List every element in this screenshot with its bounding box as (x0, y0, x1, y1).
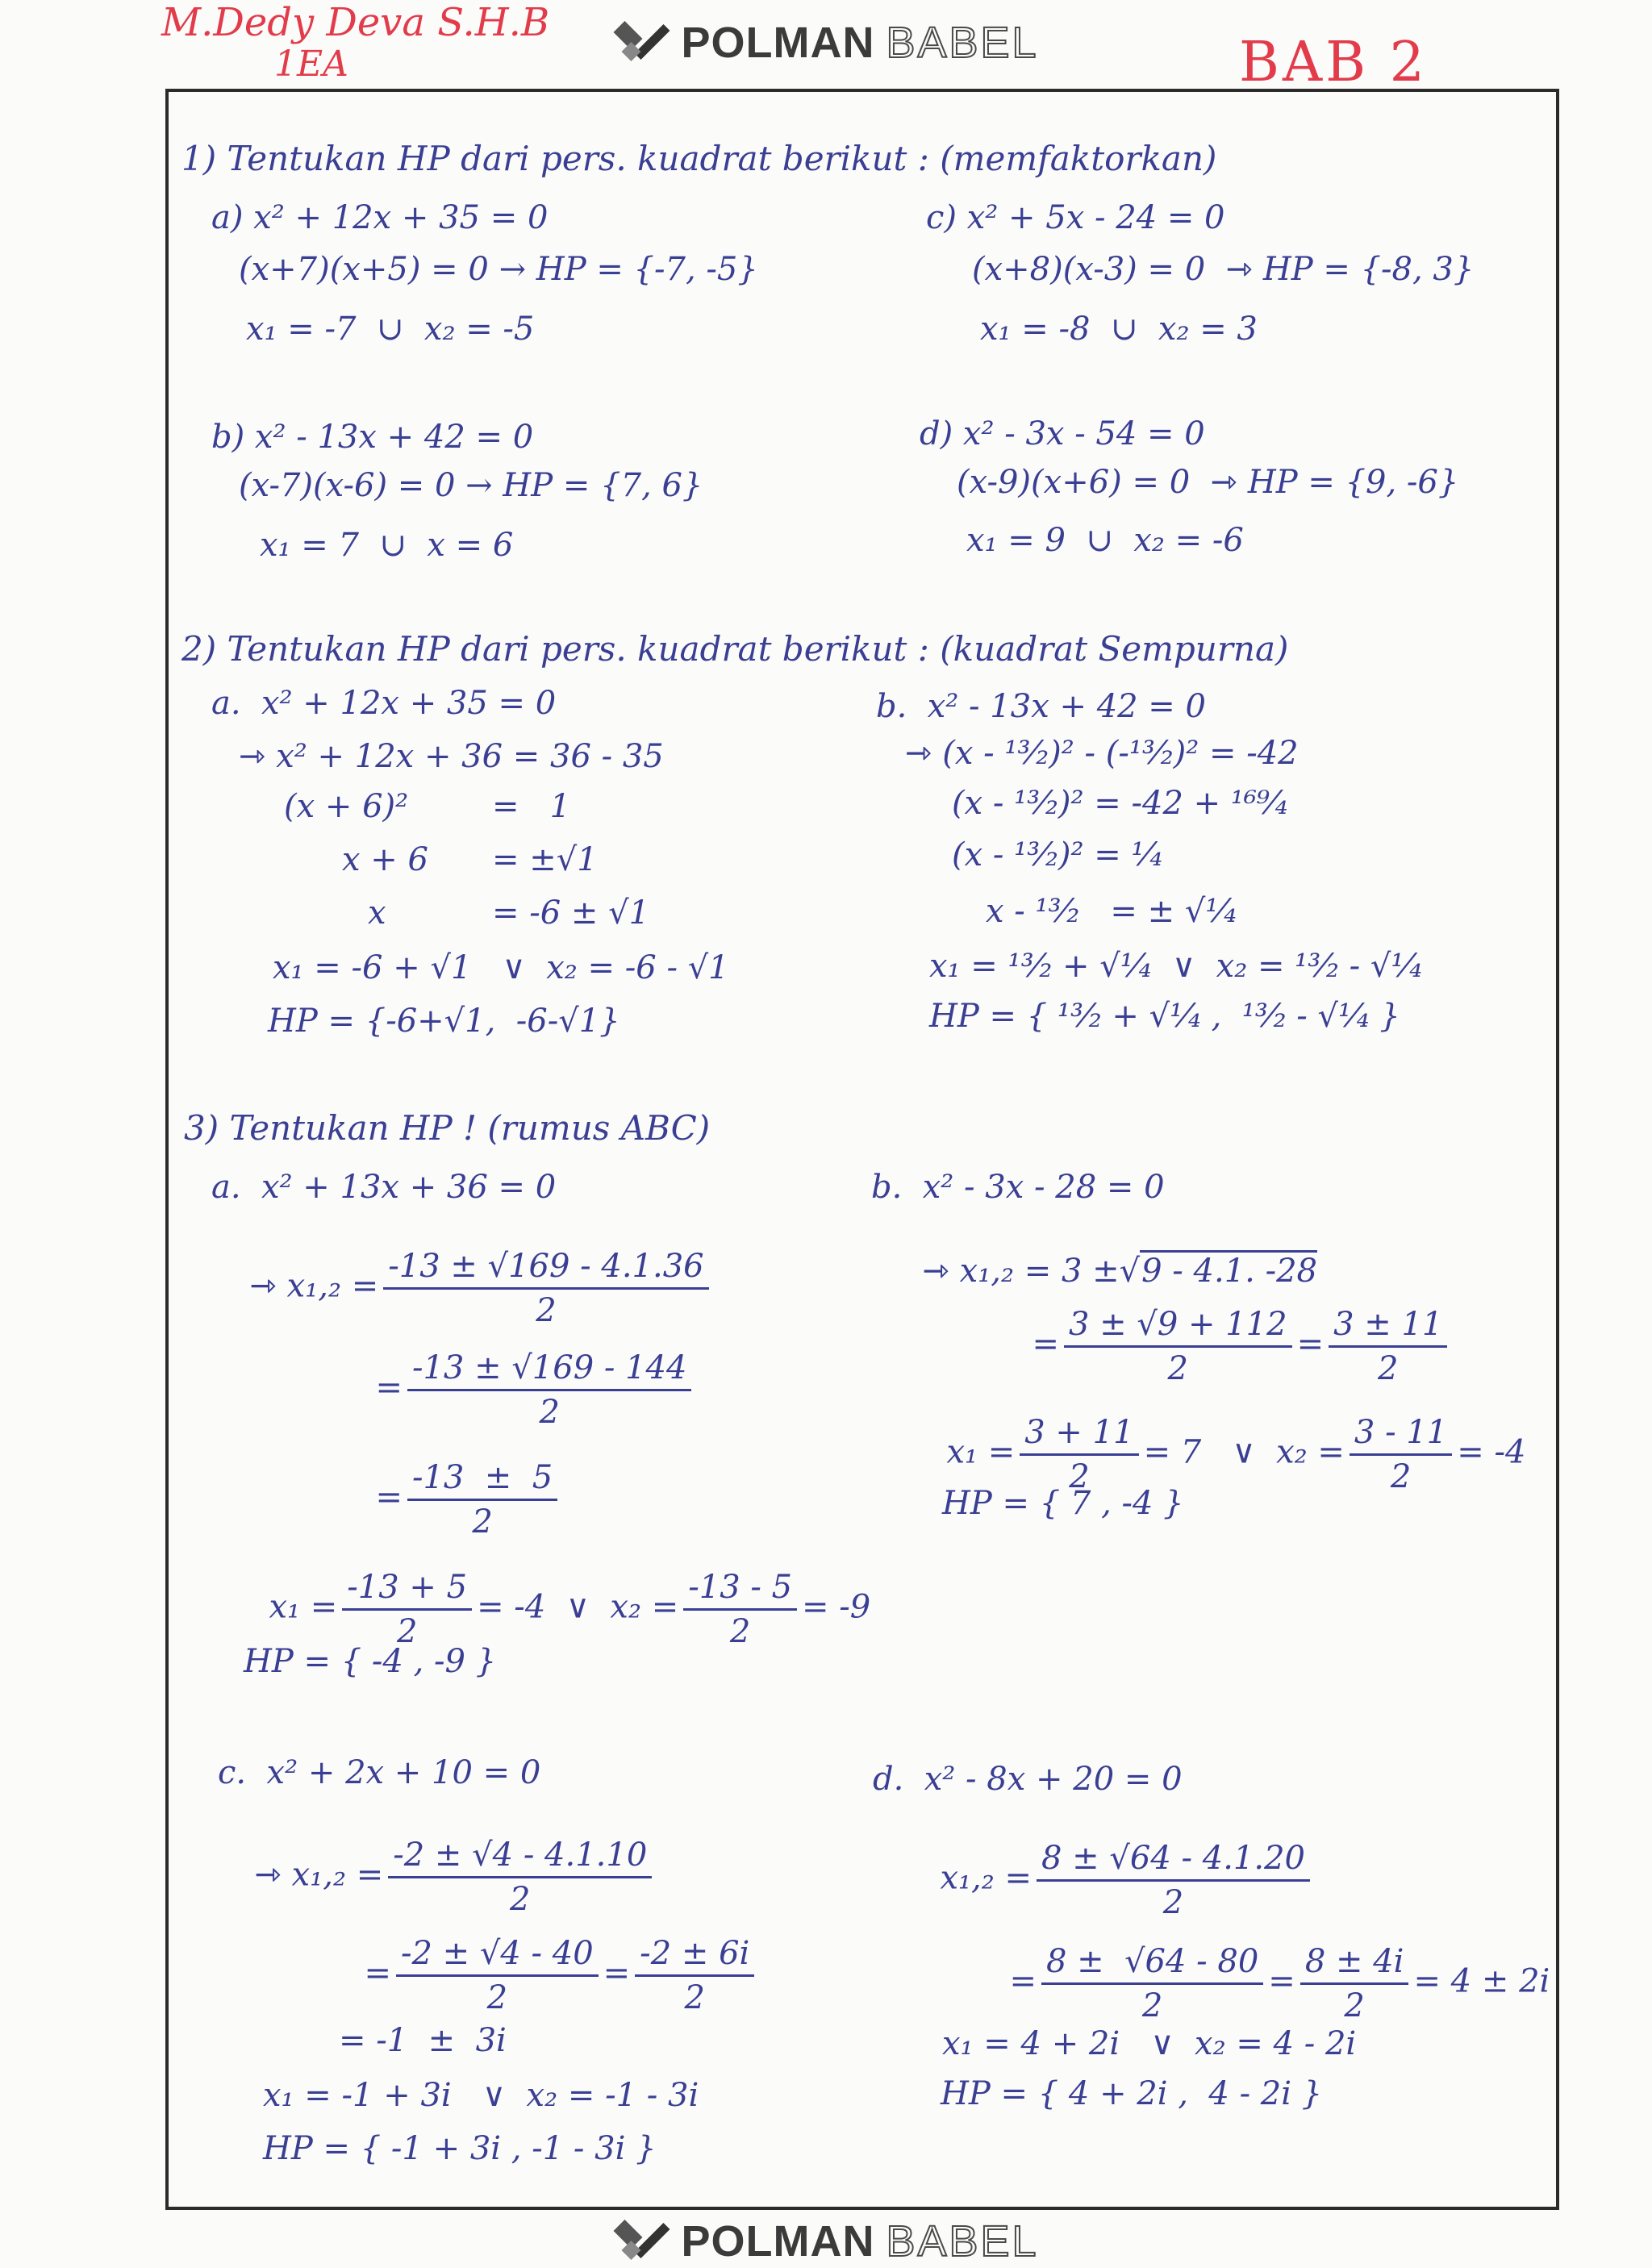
s2-a3l: (x + 6)² (284, 788, 409, 825)
logo-word-polman: POLMAN (681, 2217, 875, 2266)
s1-d3: x₁ = 9 ∪ x₂ = -6 (966, 522, 1244, 559)
s3-b4-end: = -4 (1457, 1433, 1526, 1471)
s3-a3-eq: = (375, 1369, 403, 1407)
s3-c2-frac (388, 1836, 652, 1918)
s3-a5-num2: -13 - 5 (683, 1571, 797, 1611)
s3-c3-den: 2 (486, 1979, 508, 2016)
s3-b4-pre: x₁ = (946, 1433, 1016, 1471)
s3-c2-den: 2 (510, 1881, 531, 1918)
logo-word-babel: BABEL (886, 2217, 1039, 2266)
chapter-label: BAB 2 (1239, 31, 1428, 94)
s3-d2-frac (1037, 1842, 1310, 1919)
s3-b3-den: 2 (1167, 1350, 1188, 1387)
s3-b3-eq: = (1032, 1325, 1059, 1363)
s3-c3-eq2: = (603, 1954, 631, 1992)
s3-a4 (355, 1429, 562, 1538)
s2-b2: ⇾ (x - ¹³⁄₂)² - (-¹³⁄₂)² = -42 (905, 735, 1299, 772)
s3-b2-pre: ⇾ x₁,₂ = 3 ± (922, 1253, 1120, 1290)
s3-a5-pre: x₁ = (269, 1588, 338, 1626)
s2-title: 2) Tentukan HP dari pers. kuadrat berikut : (kuadrat Sempurna) (181, 629, 1289, 669)
s3-c5: x₁ = -1 + 3i ∨ x₂ = -1 - 3i (263, 2077, 699, 2114)
s3-b3 (1012, 1276, 1452, 1385)
s2-b4: (x - ¹³⁄₂)² = ¹⁄₄ (952, 836, 1163, 873)
s3-b4-den1: 2 (1069, 1458, 1090, 1495)
s3-d5: HP = { 4 + 2i , 4 - 2i } (941, 2075, 1323, 2112)
s3-a5-den1: 2 (396, 1613, 418, 1650)
s3-a5 (248, 1539, 870, 1648)
polman-logo-top (613, 18, 1038, 68)
s3-a1: a. x² + 13x + 36 = 0 (211, 1169, 557, 1206)
s1-c2: (x+8)(x-3) = 0 ⇾ HP = {-8, 3} (972, 251, 1475, 288)
s3-b4-frac1 (1020, 1416, 1138, 1493)
s3-c3-den2: 2 (684, 1979, 705, 2016)
s3-b4-den2: 2 (1390, 1458, 1412, 1495)
s3-b3-num2: 3 ± 11 (1329, 1308, 1447, 1348)
s3-c3-num2: -2 ± 6i (635, 1937, 754, 1977)
s3-d3-den2: 2 (1344, 1987, 1365, 2024)
s2-a4l: x + 6 (342, 841, 428, 878)
s3-d3-frac (1041, 1945, 1263, 2022)
s3-d2-den: 2 (1162, 1884, 1184, 1921)
s1-a2: (x+7)(x+5) = 0 → HP = {-7, -5} (239, 251, 758, 288)
s3-a5-frac2 (683, 1571, 797, 1648)
logo-word-polman: POLMAN (681, 19, 875, 67)
s3-b3-frac (1064, 1308, 1292, 1385)
s3-d4: x₁ = 4 + 2i ∨ x₂ = 4 - 2i (942, 2025, 1357, 2062)
s3-b3-den2: 2 (1378, 1350, 1399, 1387)
s2-a5l: x (368, 894, 386, 932)
s3-a5-num1: -13 + 5 (342, 1571, 472, 1611)
polman-logo-mark-icon (613, 2220, 670, 2263)
s3-b4-num1: 3 + 11 (1020, 1416, 1138, 1456)
s3-b2-rad: 9 - 4.1. -28 (1140, 1250, 1317, 1290)
s1-b1: b) x² - 13x + 42 = 0 (211, 419, 534, 456)
s3-a2 (229, 1218, 714, 1327)
s3-a5-den2: 2 (729, 1613, 751, 1650)
s3-a2-num: -13 ± √169 - 4.1.36 (383, 1250, 708, 1290)
s3-c2-pre: ⇾ x₁,₂ = (254, 1856, 384, 1894)
s3-d1: d. x² - 8x + 20 = 0 (873, 1761, 1183, 1798)
s1-b3: x₁ = 7 ∪ x = 6 (260, 527, 514, 564)
s3-d2-pre: x₁,₂ = (940, 1859, 1032, 1897)
s2-a4r: = ±√1 (492, 841, 598, 878)
s3-b3-frac2 (1329, 1308, 1447, 1385)
s3-d3 (989, 1913, 1550, 2022)
s3-a4-num: -13 ± 5 (407, 1461, 557, 1501)
polman-logo-mark-icon (613, 21, 670, 65)
s2-b1: b. x² - 13x + 42 = 0 (876, 688, 1206, 725)
s3-b3-eq2: = (1296, 1325, 1325, 1363)
s3-a2-pre: ⇾ x₁,₂ = (249, 1267, 379, 1305)
s3-a4-frac (407, 1461, 557, 1538)
s3-c3 (344, 1905, 759, 2014)
s3-b3-num: 3 ± √9 + 112 (1064, 1308, 1292, 1348)
s3-a2-den: 2 (536, 1292, 557, 1329)
s3-d2 (920, 1810, 1315, 1919)
s2-a5r: = -6 ± √1 (492, 894, 650, 932)
s3-b4-frac2 (1350, 1416, 1452, 1493)
s2-a2: ⇾ x² + 12x + 36 = 36 - 35 (239, 738, 664, 775)
s3-b4-num2: 3 - 11 (1350, 1416, 1452, 1456)
s3-d2-num: 8 ± √64 - 4.1.20 (1037, 1842, 1310, 1882)
s3-c6: HP = { -1 + 3i , -1 - 3i } (263, 2130, 657, 2167)
s1-c1: c) x² + 5x - 24 = 0 (926, 199, 1225, 236)
s2-a6: x₁ = -6 + √1 ∨ x₂ = -6 - √1 (273, 949, 729, 986)
s3-c2 (234, 1807, 657, 1916)
s2-b6: x₁ = ¹³⁄₂ + √¹⁄₄ ∨ x₂ = ¹³⁄₂ - √¹⁄₄ (929, 948, 1423, 985)
s2-a7: HP = {-6+√1, -6-√1} (268, 1003, 620, 1040)
s3-c3-eq: = (364, 1954, 391, 1992)
student-class: 1EA (274, 44, 348, 85)
s3-a2-frac (383, 1250, 708, 1327)
s3-d3-num: 8 ± √64 - 80 (1041, 1945, 1263, 1985)
s3-a6: HP = { -4 , -9 } (244, 1643, 497, 1680)
s3-a3-den: 2 (539, 1394, 560, 1431)
s2-b7: HP = { ¹³⁄₂ + √¹⁄₄ , ¹³⁄₂ - √¹⁄₄ } (929, 998, 1400, 1035)
s3-a5-frac1 (342, 1571, 472, 1648)
s3-a5-end: = -9 (802, 1588, 871, 1626)
s3-c4: = -1 ± 3i (339, 2022, 507, 2059)
s3-c3-num: -2 ± √4 - 40 (396, 1937, 599, 1977)
s3-d3-end: = 4 ± 2i (1413, 1962, 1550, 2000)
s3-c2-num: -2 ± √4 - 4.1.10 (388, 1839, 652, 1878)
s1-d1: d) x² - 3x - 54 = 0 (920, 415, 1205, 452)
s3-c3-frac (396, 1937, 599, 2014)
s3-a3 (355, 1320, 696, 1431)
s1-a1: a) x² + 12x + 35 = 0 (211, 199, 549, 236)
s1-b2: (x-7)(x-6) = 0 → HP = {7, 6} (239, 467, 703, 504)
s3-d3-num2: 8 ± 4i (1300, 1945, 1409, 1985)
s1-title: 1) Tentukan HP dari pers. kuadrat berikut : (memfaktorkan) (181, 139, 1217, 178)
s3-c1: c. x² + 2x + 10 = 0 (218, 1754, 541, 1791)
s3-d3-den: 2 (1141, 1987, 1163, 2024)
s2-a1: a. x² + 12x + 35 = 0 (211, 685, 557, 722)
s1-a3: x₁ = -7 ∪ x₂ = -5 (246, 311, 535, 348)
s3-c3-frac2 (635, 1937, 754, 2014)
s3-b2-sqrt-sign: √ (1119, 1253, 1141, 1290)
s3-b1: b. x² - 3x - 28 = 0 (871, 1169, 1165, 1206)
s3-a4-den: 2 (472, 1503, 493, 1540)
s1-c3: x₁ = -8 ∪ x₂ = 3 (980, 311, 1258, 348)
s3-d3-eq2: = (1268, 1962, 1295, 2000)
polman-logo-bottom (613, 2216, 1038, 2266)
student-name: M.Dedy Deva S.H.B (161, 0, 550, 45)
s3-a3-num: -13 ± √169 - 144 (407, 1352, 692, 1391)
s2-b3: (x - ¹³⁄₂)² = -42 + ¹⁶⁹⁄₄ (952, 785, 1288, 822)
s2-a3r: = 1 (492, 788, 571, 825)
logo-word-babel: BABEL (886, 19, 1039, 67)
s3-d3-frac2 (1300, 1945, 1409, 2022)
s3-a4-eq: = (375, 1478, 403, 1516)
s3-a5-mid: = -4 ∨ x₂ = (477, 1588, 679, 1626)
s2-b5: x - ¹³⁄₂ = ± √¹⁄₄ (986, 893, 1237, 930)
s3-b5: HP = { 7 , -4 } (942, 1485, 1184, 1522)
s3-title: 3) Tentukan HP ! (rumus ABC) (184, 1108, 711, 1148)
s1-d2: (x-9)(x+6) = 0 ⇾ HP = {9, -6} (957, 464, 1459, 501)
s3-b4-mid: = 7 ∨ x₂ = (1143, 1433, 1345, 1471)
s3-b4 (926, 1384, 1525, 1493)
s3-a3-frac (407, 1349, 692, 1431)
s3-d3-eq: = (1009, 1962, 1037, 2000)
